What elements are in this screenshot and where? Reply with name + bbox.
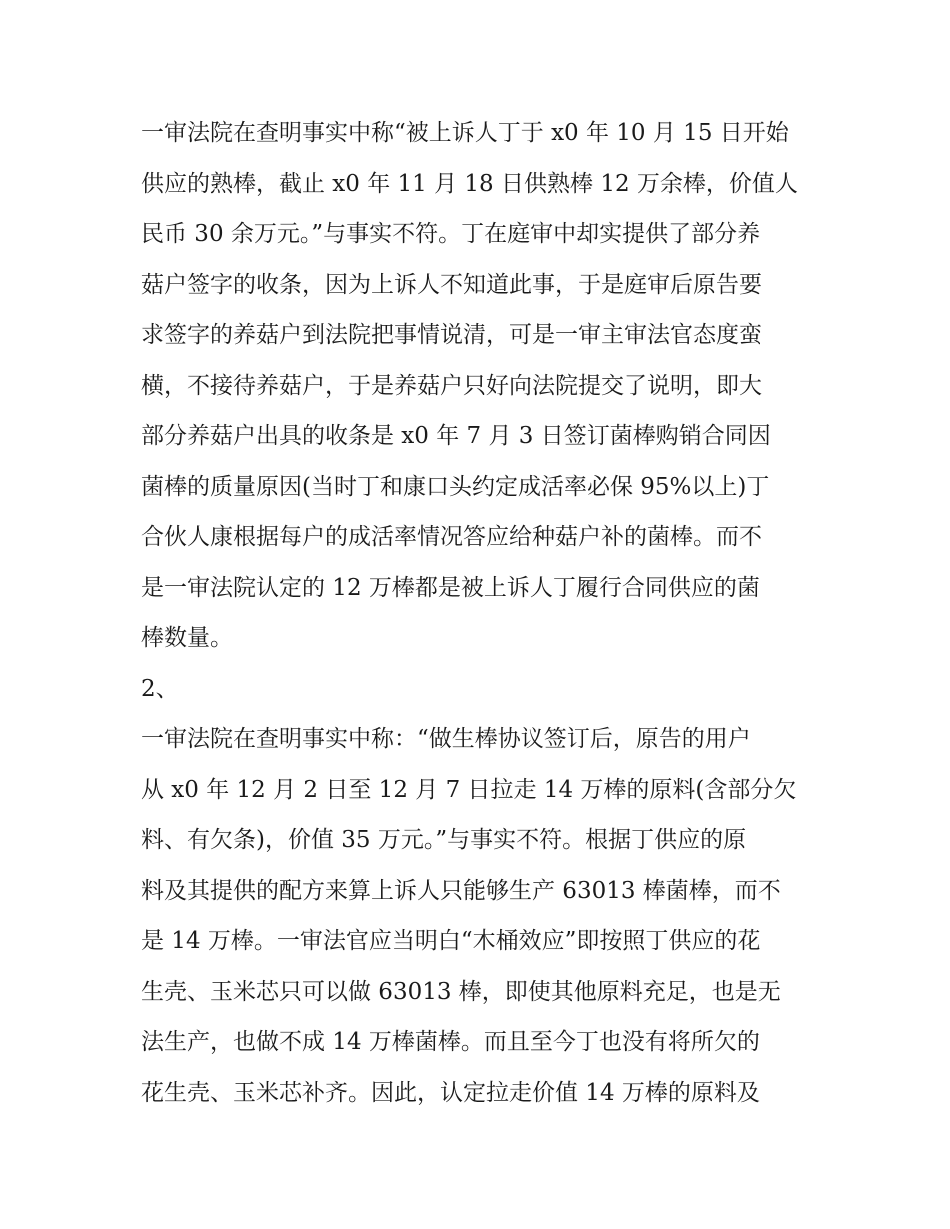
text-line: 是一审法院认定的 12 万棒都是被上诉人丁履行合同供应的菌 xyxy=(141,574,760,601)
text-line: 供应的熟棒，截止 x0 年 11 月 18 日供熟棒 12 万余棒，价值人 xyxy=(141,170,798,197)
text-line: 菇户签字的收条，因为上诉人不知道此事，于是庭审后原告要 xyxy=(141,271,762,298)
text-line: 民币 30 余万元。”与事实不符。丁在庭审中却实提供了部分养 xyxy=(141,221,761,247)
text-line: 生壳、玉米芯只可以做 63013 棒，即使其他原料充足，也是无 xyxy=(141,978,781,1005)
section-number: 2、 xyxy=(141,675,179,702)
text-line: 料、有欠条)，价值 35 万元。”与事实不符。根据丁供应的原 xyxy=(141,827,747,853)
text-line: 从 x0 年 12 月 2 日至 12 月 7 日拉走 14 万棒的原料(含部分欠 xyxy=(141,776,797,803)
text-line: 棒数量。 xyxy=(141,625,233,651)
document-body xyxy=(141,108,821,1118)
text-line: 一审法院在查明事实中称“被上诉人丁于 x0 年 10 月 15 日开始 xyxy=(141,120,789,146)
text-line: 横，不接待养菇户，于是养菇户只好向法院提交了说明，即大 xyxy=(141,372,762,399)
text-line: 是 14 万棒。一审法官应当明白“木桶效应”即按照丁供应的花 xyxy=(141,928,761,954)
text-line: 料及其提供的配方来算上诉人只能够生产 63013 棒菌棒，而不 xyxy=(141,877,781,904)
text-line: 花生壳、玉米芯补齐。因此，认定拉走价值 14 万棒的原料及 xyxy=(141,1079,760,1106)
text-line: 法生产，也做不成 14 万棒菌棒。而且至今丁也没有将所欠的 xyxy=(141,1029,760,1055)
text-line: 求签字的养菇户到法院把事情说清，可是一审主审法官态度蛮 xyxy=(141,322,762,348)
paragraph-2 xyxy=(141,714,821,1118)
text-line: 部分养菇户出具的收条是 x0 年 7 月 3 日签订菌棒购销合同因 xyxy=(141,423,771,449)
text-line: 一审法院在查明事实中称：“做生棒协议签订后，原告的用户 xyxy=(141,726,751,752)
text-line: 合伙人康根据每户的成活率情况答应给种菇户补的菌棒。而不 xyxy=(141,524,762,550)
text-line: 菌棒的质量原因(当时丁和康口头约定成活率必保 95%以上)丁 xyxy=(141,473,770,500)
paragraph-1 xyxy=(141,108,821,664)
